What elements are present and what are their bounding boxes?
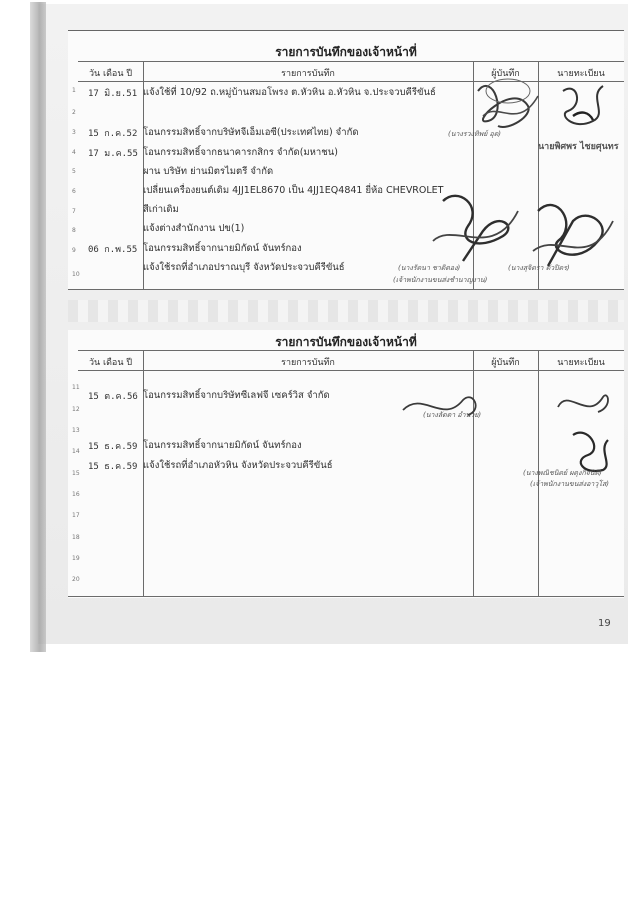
stamp-name: (นางรัตนา ชาติดอง) — [398, 264, 461, 272]
security-pattern — [68, 300, 624, 322]
entry-date: 15 ก.ค.52 — [88, 129, 138, 139]
page-number-bottom: 19 — [598, 618, 611, 629]
entry-text: แจ้งใช้รถที่อำเภอหัวหิน จังหวัดประจวบคีรีขันธ์ — [143, 460, 333, 471]
panel-title-bottom: รายการบันทึกของเจ้าหน้าที่ — [275, 335, 417, 349]
entry-text: เปลี่ยนเครื่องยนต์เดิม 4JJ1EL8670 เป็น 4JJ1EQ4841 ยี่ห้อ CHEVROLET — [143, 185, 444, 196]
row-number: 1 — [72, 87, 76, 94]
row-number: 17 — [72, 512, 80, 519]
row-number: 6 — [72, 188, 76, 195]
entry-text: โอนกรรมสิทธิ์จากนายมิกัดน์ จันทร์กอง — [143, 243, 302, 254]
row-number: 3 — [72, 129, 76, 136]
col-head-registrar: นายทะเบียน — [557, 69, 605, 79]
entry-date: 06 ก.พ.55 — [88, 245, 138, 255]
stamp-name: นายพิศพร ไชยศุนทร — [538, 142, 619, 152]
col-head-recorder: ผู้บันทึก — [491, 358, 520, 368]
recorder-signature-2 — [423, 181, 523, 276]
stamp-title: (เจ้าพนักงานขนส่งชำนาญงาน) — [393, 276, 488, 284]
row-number: 4 — [72, 149, 76, 156]
col-head-entry: รายการบันทึก — [281, 358, 335, 368]
entry-text: แจ้งใช้ที่ 10/92 ถ.หมู่บ้านสมอโพรง ต.หัวหิน อ.หัวหิน จ.ประจวบคีรีขันธ์ — [143, 87, 436, 98]
entry-text: แจ้งต่างสำนักงาน ปข(1) — [143, 223, 245, 234]
col-head-registrar: นายทะเบียน — [557, 358, 605, 368]
row-number: 8 — [72, 227, 76, 234]
col-head-recorder: ผู้บันทึก — [491, 69, 520, 79]
row-number: 13 — [72, 427, 80, 434]
entry-text: แจ้งใช้รถที่อำเภอปราณบุรี จังหวัดประจวบคีรีขันธ์ — [143, 262, 345, 273]
stamp-name: (นางรวงทิพย์ อุต) — [448, 130, 502, 138]
row-number: 16 — [72, 491, 80, 498]
stamp-name: (นางลัดดา อำนวย) — [423, 411, 482, 419]
binding-strip — [30, 2, 46, 652]
col-head-entry: รายการบันทึก — [281, 69, 335, 79]
entry-date: 17 ม.ค.55 — [88, 149, 138, 159]
row-number: 7 — [72, 208, 76, 215]
row-number: 5 — [72, 168, 76, 175]
entry-date: 17 มิ.ย.51 — [88, 89, 138, 99]
row-number: 9 — [72, 247, 76, 254]
registrar-signature-1 — [548, 76, 618, 136]
row-number: 10 — [72, 271, 80, 278]
row-number: 12 — [72, 406, 80, 413]
row-number: 14 — [72, 448, 80, 455]
entry-text: ผาน บริษัท ย่านมิตรไมตรี จำกัด — [143, 166, 274, 177]
entry-text: สีเก่าเดิม — [143, 204, 179, 215]
entry-text: โอนกรรมสิทธิ์จากบริษัทจีเอ็มเอซี(ประเทศไทย) จำกัด — [143, 127, 359, 138]
records-panel-top — [68, 30, 624, 290]
col-head-date: วัน เดือน ปี — [88, 358, 133, 368]
row-number: 15 — [72, 470, 80, 477]
row-number: 11 — [72, 384, 80, 391]
stamp-name: (นางพณิชนิตย์ ผดุงกิจนิติ) — [523, 469, 602, 477]
entry-date: 15 ต.ค.56 — [88, 392, 138, 402]
stamp-name: (นางสุจิตรา ตัวปิตร) — [508, 264, 570, 272]
entry-date: 15 ธ.ค.59 — [88, 462, 138, 472]
entry-text: โอนกรรมสิทธิ์จากบริษัทซีเลฟจี เซคร์วิส จำกัด — [143, 390, 330, 401]
row-number: 19 — [72, 555, 80, 562]
recorder-signature-3 — [398, 380, 488, 435]
panel-title-top: รายการบันทึกของเจ้าหน้าที่ — [275, 45, 417, 59]
stamp-title: (เจ้าพนักงานขนส่งอาวุโส) — [530, 480, 610, 488]
entry-text: โอนกรรมสิทธิ์จากนายมิกัดน์ จันทร์กอง — [143, 440, 302, 451]
entry-text: โอนกรรมสิทธิ์จากธนาคารกสิกร จำกัด(มหาชน) — [143, 147, 338, 158]
entry-date: 15 ธ.ค.59 — [88, 442, 138, 452]
row-number: 2 — [72, 109, 76, 116]
row-number: 20 — [72, 576, 80, 583]
row-number: 18 — [72, 534, 80, 541]
records-panel-bottom — [68, 330, 624, 598]
col-head-date: วัน เดือน ปี — [88, 69, 133, 79]
